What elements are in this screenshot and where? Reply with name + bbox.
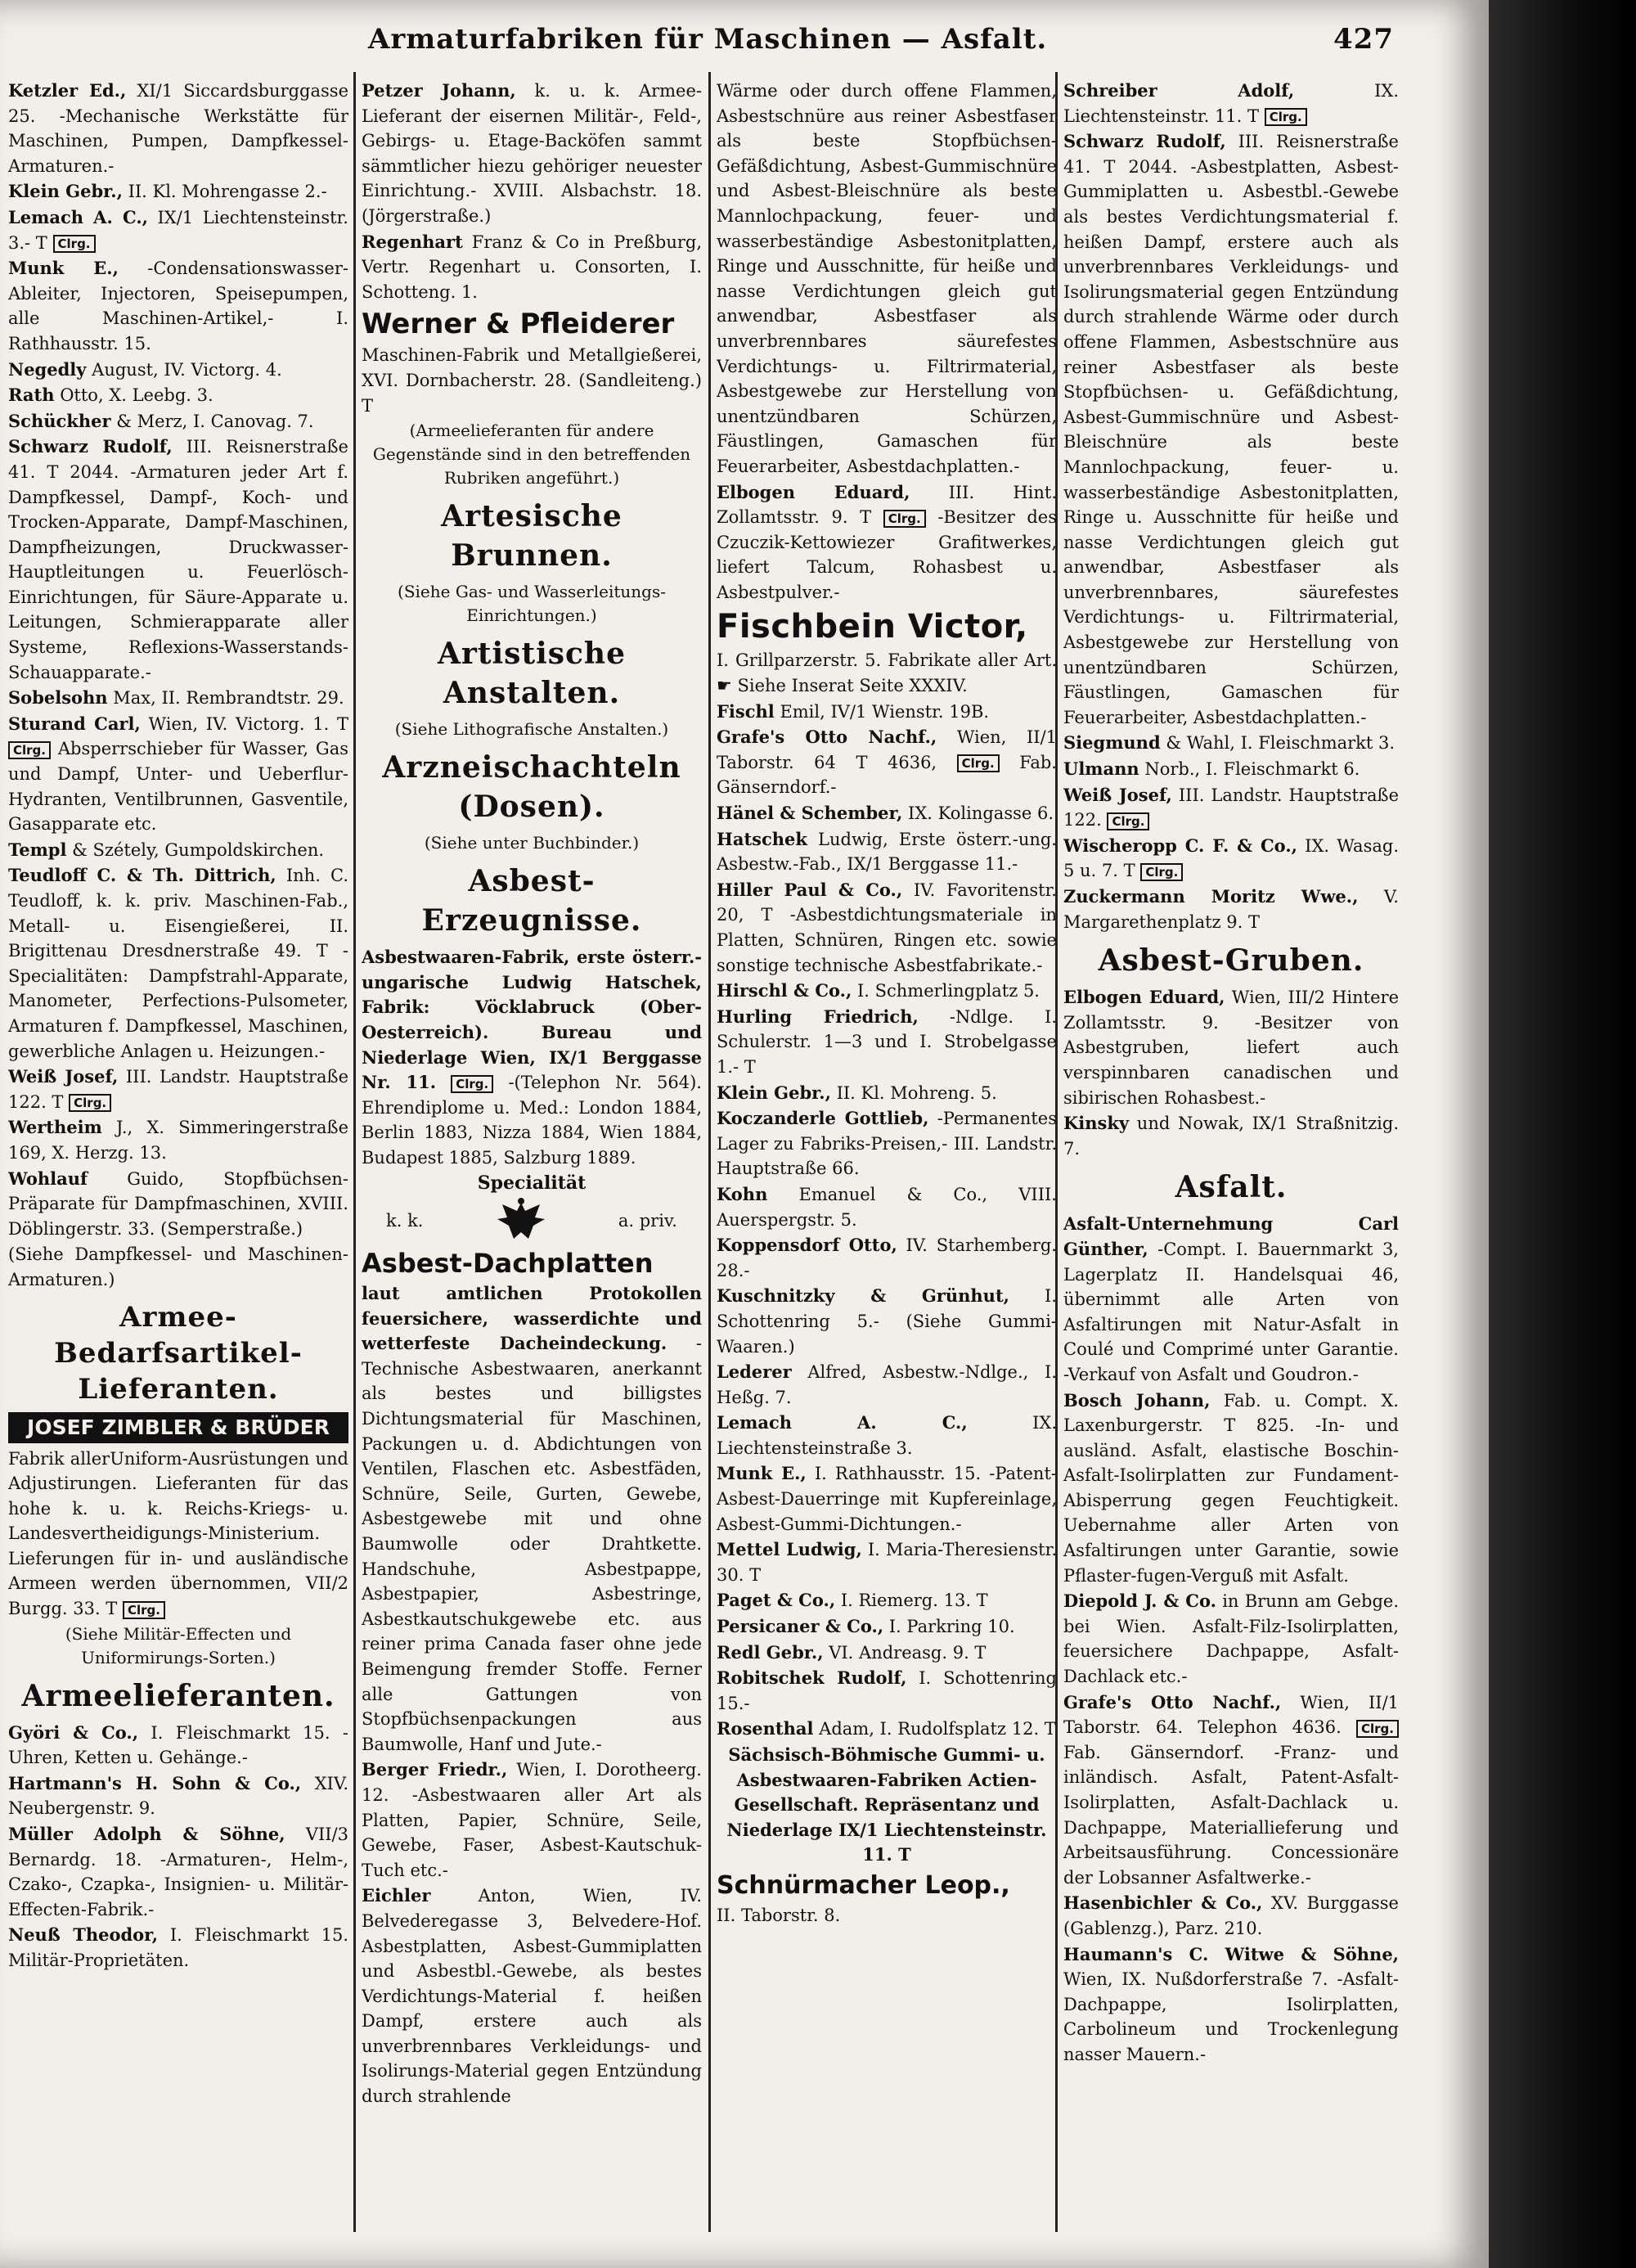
directory-entry (1063, 985, 1399, 1110)
clearing-badge: Clrg. (53, 235, 96, 253)
advertisement-text: II. Taborstr. 8. (717, 1905, 841, 1925)
category-heading: Armeelieferanten. (21, 1678, 335, 1713)
clearing-badge: Clrg. (8, 741, 51, 759)
entry-name: Wohlauf (8, 1168, 88, 1189)
entry-text: VI. Andreasg. 9. T (829, 1642, 987, 1663)
entry-text: in Brunn am Gebge. bei Wien. Asfalt-Filz-Isolirplatten, feuersichere Dachpappe, Asfalt-Dachlack etc.- (1063, 1591, 1399, 1687)
directory-entry (1063, 783, 1399, 833)
directory-entry (1063, 1111, 1399, 1161)
directory-entry (717, 878, 1057, 978)
directory-entry (8, 838, 348, 863)
directory-entry (1063, 731, 1399, 756)
entry-name: Fischl (717, 700, 775, 722)
entry-text: XIV. Neubergenstr. 9. (8, 1773, 348, 1819)
entry-text: I. Fleischmarkt 15. Militär-Proprietäten. (8, 1925, 348, 1970)
directory-entry (717, 1233, 1057, 1283)
advertisement-text: Fabrik allerUniform-Ausrüstungen und Adjustirungen. Lieferanten für das hohe k. u. k. Reichs-Kriegs- u. Landesvertheidigungs-Ministerium. Lieferungen für in- und ausländische Armeen werden übernommen, VII/2 Burgg. 33. T Clrg. (8, 1448, 348, 1619)
advertisement-text: I. Grillparzerstr. 5. Fabrikate aller Art. ☛ Siehe Inserat Seite XXXIV. (717, 650, 1057, 696)
category-heading: Asfalt. (1175, 1170, 1288, 1205)
entry-text: k. u. k. Armee-Lieferant der eisernen Militär-, Feld-, Gebirgs- u. Etage-Backöfen sammt sämmtlicher hiezu gehöriger neuester Einrichtung.- XVIII. Alsbachstr. 18. (Jörgerstraße.) (362, 81, 702, 226)
column-rule (708, 72, 711, 2232)
entry-list (362, 79, 702, 304)
entry-name: Rath (8, 385, 55, 406)
directory-entry (1063, 1891, 1399, 1941)
directory-entry (8, 409, 348, 434)
entry-text: II. Kl. Mohreng. 5. (836, 1082, 997, 1103)
directory-entry (8, 1721, 348, 1771)
entry-text: Wien, I. Dorotheerg. 12. -Asbestwaaren aller Art als Platten, Papier, Schnüre, Seile, Gewebe, Faser, Asbest-Kautschuk-Tuch etc.- (362, 1760, 702, 1880)
clearing-badge: Clrg. (1265, 108, 1307, 126)
entry-name: Mettel Ludwig, (717, 1539, 862, 1560)
entry-text: IV. Favoritenstr. 20, T -Asbestdichtungsmateriale in Platten, Schnüren, Ringen etc. sowie sonstige technische Asbestfabrikate.- (717, 880, 1057, 975)
directory-entry (8, 179, 348, 205)
directory-entry (8, 1822, 348, 1922)
entry-text: & Merz, I. Canovag. 7. (116, 411, 314, 431)
entry-name: Bosch Johann, (1063, 1389, 1211, 1411)
entry-name: Grafe's Otto Nachf., (1063, 1691, 1282, 1712)
entry-name: Kinsky (1063, 1113, 1130, 1134)
advertiser-name: Werner & Pfleiderer (362, 308, 675, 341)
cross-reference-note: (Siehe unter Buchbinder.) (424, 833, 640, 853)
advertiser-banner: JOSEF ZIMBLER & BRÜDER (8, 1412, 348, 1443)
entry-list (717, 480, 1057, 605)
directory-entry (717, 1411, 1057, 1460)
directory-entry (717, 1640, 1057, 1666)
entry-text: Anton, Wien, IV. Belvederegasse 3, Belvedere-Hof. Asbestplatten, Asbest-Gummiplatten und Asbestbl.-Gewebe, als bestes Verdichtungs-Material f. heißen Dampf, erstere auch als unverbrennbares Verkleidungs- und Isolirungs-Material gegen Entzündung durch strahlende (362, 1886, 702, 2107)
directory-entry (717, 1717, 1057, 1742)
entry-text: & Wahl, I. Fleischmarkt 3. (1166, 733, 1396, 754)
entry-name: Hasenbichler & Co., (1063, 1892, 1263, 1914)
entry-name: Lemach A. C., (717, 1412, 968, 1433)
entry-text: V. Margarethenplatz 9. T (1063, 887, 1399, 932)
directory-entry (1063, 834, 1399, 884)
entry-name: Koczanderle Gottlieb, (717, 1108, 929, 1129)
entry-list (1063, 79, 1399, 934)
cross-reference-note: (Armeelieferanten für andere Gegenstände sind in den betreffenden Rubriken angeführt.) (372, 421, 691, 488)
directory-entry (1063, 129, 1399, 730)
clearing-badge: Clrg. (957, 754, 1000, 772)
directory-entry (8, 686, 348, 711)
entry-name: Redl Gebr., (717, 1641, 824, 1663)
entry-name: Hartmann's H. Sohn & Co., (8, 1772, 302, 1793)
entry-text: Emil, IV/1 Wienstr. 19B. (780, 701, 990, 722)
entry-name: Klein Gebr., (8, 181, 123, 202)
entry-text: III. Landstr. Hauptstraße 122. (1063, 785, 1399, 830)
entry-name: Templ (8, 839, 67, 860)
entry-name: Elbogen Eduard, (717, 481, 910, 502)
directory-entry (717, 1106, 1057, 1181)
entry-text: Norb., I. Fleischmarkt 6. (1144, 759, 1360, 780)
directory-entry (8, 863, 348, 1064)
entry-name: Schückher (8, 410, 111, 431)
entry-text: Max, II. Rembrandtstr. 29. (113, 688, 344, 709)
column-1 (8, 79, 348, 2247)
entry-name: Grafe's Otto Nachf., (717, 727, 937, 748)
clearing-badge: Clrg. (451, 1075, 493, 1093)
entry-name: Müller Adolph & Söhne, (8, 1824, 285, 1845)
directory-entry (717, 480, 1057, 605)
directory-entry (362, 230, 702, 305)
entry-list (1063, 985, 1399, 1161)
entry-name: Haumann's C. Witwe & Söhne, (1063, 1943, 1399, 1964)
cross-reference-note: (Siehe Gas- und Wasserleitungs-Einrichtungen.) (398, 582, 666, 626)
directory-entry (717, 801, 1057, 826)
entry-name: Hatschek (717, 828, 807, 849)
entry-name: Neuß Theodor, (8, 1924, 159, 1946)
running-title: Armaturfabriken für Maschinen — Asfalt. (368, 23, 1048, 56)
directory-entry (1063, 1589, 1399, 1689)
category-heading: Asbest-Gruben. (1098, 943, 1364, 979)
clearing-badge: Clrg. (1107, 812, 1149, 830)
directory-entry (8, 1242, 348, 1292)
category-heading: Arzneischachteln (Dosen). (382, 750, 681, 825)
entry-text: -Besitzer des Czuczik-Kettowiezer Grafitwerkes, liefert Talcum, Rohasbest u. Asbestpulver.- (717, 507, 1057, 602)
advertisement-text: Maschinen-Fabrik und Metallgießerei, XVI. Dornbacherstr. 28. (Sandleiteng.) T (362, 345, 702, 416)
entry-text: I. Schmerlingplatz 5. (856, 981, 1040, 1001)
entry-name: Elbogen Eduard, (1063, 987, 1225, 1008)
directory-entry (717, 725, 1057, 800)
entry-text: I. Fleischmarkt 15. -Uhren, Ketten u. Gehänge.- (8, 1722, 348, 1768)
advertiser-name: Fischbein Victor, (717, 608, 1028, 646)
entry-text: J., X. Simmeringerstraße 169, X. Herzg. 13. (8, 1118, 348, 1163)
entry-text: -Condensationswasser-Ableiter, Injectoren, Speisepumpen, alle Maschinen-Artikel,- I. Rathhausstr. 15. (8, 259, 348, 353)
entry-text: IV. Starhemberg. 28.- (717, 1235, 1057, 1280)
directory-entry (362, 79, 702, 229)
entry-text: Emanuel & Co., VIII. Auerspergstr. 5. (717, 1184, 1057, 1230)
entry-text: & Szétely, Gumpoldskirchen. (72, 839, 325, 860)
entry-text: XI/1 Siccardsburggasse 25. -Mechanische Werkstätte für Maschinen, Pumpen, Dampfkessel-Armaturen.- (8, 81, 348, 176)
imperial-emblem-row (362, 1196, 702, 1245)
directory-entry (717, 1284, 1057, 1359)
directory-entry (8, 383, 348, 408)
entry-name: Weiß Josef, (1063, 784, 1172, 805)
entry-text: Guido, Stopfbüchsen-Präparate für Dampfmaschinen, XVIII. Döblingerstr. 33. (Semperstraße.) (8, 1168, 348, 1239)
entry-text: I. Parkring 10. (888, 1617, 1015, 1637)
directory-entry (8, 1064, 348, 1114)
specialty-label: Specialität (477, 1172, 587, 1195)
directory-entry (717, 1005, 1057, 1080)
entry-text: IX. Wasag. 5 u. 7. T (1063, 835, 1399, 881)
entry-text: IX. Liechtensteinstr. 11. T (1063, 81, 1399, 126)
entry-text: III. Reisnerstraße 41. T 2044. -Asbestplatten, Asbest-Gummiplatten u. Asbestbl.-Gewebe als bestes Verdichtungsmaterial f. heißen Dampf, erstere auch als unverbrennbares Verkleidungs- und Isolirungsmaterial gegen Entzündung durch strahlende Wärme oder durch offene Flammen, Asbestschnüre aus reiner Asbestfaser als beste Stopfbüchsen- u. Gefäßdichtung, Asbest-Gummischnüre und Asbest-Bleischnüre als beste Mannlochpackung, feuer- u. wasserbeständige Asbestonitplatten, Ringe u. Ausschnitte für heiße und nasse Verdichtungen gleich gut anwendbar, Asbestfaser als unverbrennbares, säurefestes Verdichtungs- u. Filtrirmaterial, Asbestgewebe zur Herstellung von unentzündbaren Schürzen, Fäustlingen, Gamaschen für Feuerarbeiter, Asbestdachplatten.- (1063, 132, 1399, 727)
clearing-badge: Clrg. (1140, 863, 1183, 881)
entry-text: Wien, III/2 Hintere Zollamtsstr. 9. -Besitzer von Asbestgruben, liefert auch verspinnbaren canadischen und sibirischen Rohasbest.- (1063, 988, 1399, 1108)
entry-name: Hurling Friedrich, (717, 1006, 919, 1027)
entry-name: Ulmann (1063, 758, 1139, 780)
cross-reference-note: (Siehe Militär-Effecten und Uniformirungs-Sorten.) (65, 1623, 292, 1667)
advertiser-name: Schnürmacher Leop., (717, 1870, 1010, 1900)
directory-entry (717, 1081, 1057, 1106)
entry-name: Rosenthal (717, 1718, 814, 1739)
entry-name: Klein Gebr., (717, 1082, 831, 1103)
entry-text: Wien, IX. Nußdorferstraße 7. -Asfalt-Dachpappe, Isolirplatten, Carbolineum und Trockenlegung nasser Mauern.- (1063, 1969, 1399, 2064)
directory-entry (8, 256, 348, 356)
entry-name: Lemach A. C., (8, 206, 148, 227)
column-3 (717, 79, 1057, 2247)
column-rule (353, 72, 356, 2232)
entry-name: Teudloff C. & Th. Dittrich, (8, 865, 276, 886)
entry-text: Fab. Gänserndorf. -Franz- und inländisch. Asfalt, Patent-Asfalt-Isolirplatten, Asfalt-Dachlack u. Dachpappe, Materiallieferung und Arbeitsausführung. Concessionäre der Lobsanner Asfaltwerke.- (1063, 1742, 1399, 1888)
directory-entry (8, 1923, 348, 1973)
entry-name: Persicaner & Co., (717, 1616, 884, 1637)
entry-name: Munk E., (717, 1463, 807, 1484)
directory-entry (1063, 1388, 1399, 1589)
entry-text: Otto, X. Leebg. 3. (60, 385, 213, 406)
entry-text: Wien, II/1 Taborstr. 64 T 4636, (717, 727, 1057, 772)
page-header (368, 18, 1432, 64)
entry-text: I. Riemerg. 13. T (840, 1591, 988, 1611)
directory-entry (8, 1771, 348, 1821)
entry-text: I. Rathhausstr. 15. -Patent-Asbest-Dauerringe mit Kupfereinlage, Asbest-Gummi-Dichtungen.- (717, 1464, 1057, 1534)
category-heading: Armee-Bedarfsartikel-Lieferanten. (54, 1300, 303, 1406)
entry-text: -Permanentes Lager zu Fabriks-Preisen,- III. Landstr. Hauptstraße 66. (717, 1109, 1057, 1179)
entry-text: Wien, IV. Victorg. 1. T (148, 713, 348, 734)
entry-name: Petzer Johann, (362, 80, 516, 101)
advertiser-name: Asbest-Dachplatten (362, 1248, 654, 1280)
entry-text: IX/1 Liechtensteinstr. 3.- T (8, 207, 348, 253)
clearing-badge: Clrg. (123, 1601, 165, 1619)
clearing-badge: Clrg. (69, 1094, 111, 1112)
entry-name: Schreiber Adolf, (1063, 80, 1295, 101)
advertisement-text: Sächsisch-Böhmische Gummi- u. Asbestwaaren-Fabriken Actien-Gesellschaft. Repräsentanz und Niederlage IX/1 Liechtensteinstr. 11. T (726, 1744, 1047, 1865)
directory-entry (717, 979, 1057, 1004)
entry-name: Zuckermann Moritz Wwe., (1063, 886, 1359, 907)
category-heading: Asbest-Erzeugnisse. (421, 864, 642, 938)
entry-name: Negedly (8, 358, 87, 380)
entry-text: II. Kl. Mohrengasse 2.- (128, 182, 327, 202)
directory-entry (717, 700, 1057, 725)
directory-entry (717, 1461, 1057, 1537)
directory-entry (1063, 79, 1399, 128)
directory-entry (362, 1883, 702, 2108)
entry-text: VII/3 Bernardg. 18. -Armaturen-, Helm-, Czako-, Czapka-, Insignien- u. Militär-Effecten-Fabrik.- (8, 1825, 348, 1919)
entry-name: Wertheim (8, 1117, 102, 1138)
directory-entry (8, 358, 348, 383)
entry-text: III. Reisnerstraße 41. T 2044. -Armaturen jeder Art f. Dampfkessel, Dampf-, Koch- und Trocken-Apparate, Dampf-Maschinen, Dampfheizungen, Druckwasser-Hauptleitungen u. Feuerlösch-Einrichtungen, für Säure-Apparate u. Leitungen, Schmierapparate aller Systeme, Reflexions-Wasserstands-Schauapparate.- (8, 437, 348, 682)
entry-name: Eichler (362, 1885, 431, 1906)
directory-entry (717, 1666, 1057, 1716)
entry-text: Adam, I. Rudolfsplatz 12. T (819, 1719, 1056, 1739)
advertisement-text: laut amtlichen Protokollen feuersichere, wasserdichte und wetterfeste Dacheindeckung. -Technische Asbestwaaren, anerkannt als bestes und billigstes Dichtungsmaterial für Maschinen, Packungen u. d. Abdichtungen von Ventilen, Flaschen etc. Asbestfäden, Schnüre, Seile, Gurten, Gewebe, Asbestgewebe mit und ohne Baumwolle oder Drahtkette. Handschuhe, Asbestpappe, Asbestpapier, Asbestringe, Asbestkautschukgewebe etc. aus reiner prima Canada faser ohne jede Beimengung fremder Stoffe. Ferner alle Gattungen von Stopfbüchsenpackungen aus Baumwolle, Hanf und Jute.- (362, 1283, 702, 1754)
entry-name: Regenhart (362, 231, 463, 252)
entry-name: Weiß Josef, (8, 1066, 119, 1087)
directory-entry (8, 79, 348, 178)
category-heading: Artistische Anstalten. (437, 637, 627, 711)
entry-name: Györi & Co., (8, 1721, 139, 1743)
directory-entry (717, 827, 1057, 877)
entry-text: III. Hint. Zollamtsstr. 9. T (717, 482, 1057, 528)
entry-text: III. Landstr. Hauptstraße 122. T (8, 1067, 348, 1112)
entry-list (717, 700, 1057, 1742)
column-4 (1063, 79, 1399, 2247)
entry-text: Alfred, Asbestw.-Ndlge., I. Heßg. 7. (717, 1362, 1057, 1407)
entry-text: Ludwig, Erste österr.-ung. Asbestw.-Fab., IX/1 Berggasse 11.- (717, 829, 1057, 875)
column-2 (362, 79, 702, 2247)
entry-name: Hänel & Schember, (717, 803, 903, 824)
entry-name: Schwarz Rudolf, (1063, 131, 1226, 152)
entry-text: IX. Liechtensteinstraße 3. (717, 1413, 1057, 1458)
directory-entry (8, 1115, 348, 1165)
entry-text: -Ndlge. I. Schulerstr. 1—3 und I. Strobelgasse 1.- T (717, 1006, 1057, 1077)
entry-text: I. Schottenring 5.- (Siehe Gummi-Waaren.) (717, 1286, 1057, 1357)
directory-entry (8, 712, 348, 837)
entry-list (8, 1721, 348, 1973)
entry-name: Sturand Carl, (8, 713, 141, 734)
cross-reference-note: (Siehe Lithografische Anstalten.) (394, 719, 669, 740)
entry-list (1063, 1212, 1399, 2067)
entry-text: IX. Kolingasse 6. (908, 803, 1054, 824)
entry-name: Ketzler Ed., (8, 80, 127, 101)
directory-entry (8, 205, 348, 255)
entry-text: und Nowak, IX/1 Straßnitzig. 7. (1063, 1114, 1399, 1159)
entry-text: Fab. Gänserndorf.- (717, 752, 1057, 798)
directory-entry (717, 1588, 1057, 1613)
entry-text: -Compt. I. Bauernmarkt 3, Lagerplatz II. Handelsquai 46, übernimmt alle Arten von Asfaltirungen mit Natur-Asfalt in Coulé und Comprimé unter Garantie. -Verkauf von Asfalt und Goudron.- (1063, 1239, 1399, 1384)
book-edge (1489, 0, 1636, 2268)
entry-text: Fab. u. Compt. X. Laxenburgerstr. T 825. -In- und ausländ. Asfalt, elastische Boschin-Asfalt-Isolirplatten zur Fundament-Abisperrung gegen Feuchtigkeit. Uebernahme aller Arten von Asfaltirungen unter Garantie, sowie Pflaster-fugen-Verguß mit Asfalt. (1063, 1390, 1399, 1586)
directory-entry (8, 434, 348, 685)
directory-entry (1063, 1690, 1399, 1891)
directory-entry (717, 1614, 1057, 1640)
entry-text: (Siehe Dampfkessel- und Maschinen-Armaturen.) (8, 1244, 348, 1289)
entry-name: Kuschnitzky & Grünhut, (717, 1285, 1009, 1307)
clearing-badge: Clrg. (883, 510, 926, 528)
entry-name: Berger Friedr., (362, 1759, 508, 1780)
entry-name: Diepold J. & Co. (1063, 1591, 1216, 1612)
page-number: 427 (1333, 23, 1394, 56)
directory-entry (717, 1360, 1057, 1410)
entry-name: Sobelsohn (8, 687, 108, 709)
entry-name: Siegmund (1063, 732, 1161, 754)
entry-text: I. Schottenring 15.- (717, 1668, 1057, 1713)
double-eagle-icon (492, 1196, 550, 1245)
entry-name: Lederer (717, 1361, 792, 1383)
entry-name: Wischeropp C. F. & Co., (1063, 835, 1297, 856)
entry-text: XV. Burggasse (Gablenzg.), Parz. 210. (1063, 1893, 1399, 1938)
directory-entry (8, 1167, 348, 1242)
category-heading: Artesische Brunnen. (441, 499, 622, 574)
entry-text: August, IV. Victorg. 4. (92, 359, 282, 380)
entry-text: Absperrschieber für Wasser, Gas und Dampf, Unter- und Ueberflur-Hydranten, Ventilbrunnen, Gasventile, Gasapparate etc. (8, 739, 348, 835)
entry-name: Kohn (717, 1183, 768, 1204)
entry-name: Robitschek Rudolf, (717, 1667, 907, 1689)
directory-entry (1063, 1942, 1399, 2068)
hatschek-entry: Asbestwaaren-Fabrik, erste österr.-ungarische Ludwig Hatschek, Fabrik: Vöcklabruck (Ober-Oesterreich). Bureau und Niederlage Wien, IX/1 Berggasse Nr. 11. Clrg. -(Telephon Nr. 564). Ehrendiplome u. Med.: London 1884, Berlin 1883, Nizza 1884, Wien 1884, Budapest 1885, Salzburg 1889. (362, 947, 702, 1168)
entry-text: Franz & Co in Preßburg, Vertr. Regenhart u. Consorten, I. Schotteng. 1. (362, 232, 702, 302)
entry-name: Koppensdorf Otto, (717, 1235, 897, 1256)
clearing-badge: Clrg. (1356, 1720, 1399, 1738)
directory-entry (1063, 1212, 1399, 1387)
entry-text: I. Maria-Theresienstr. 30. T (717, 1540, 1057, 1585)
directory-entry (362, 1757, 702, 1883)
entry-name: Munk E., (8, 258, 119, 279)
directory-entry (717, 1182, 1057, 1232)
entry-name: Schwarz Rudolf, (8, 436, 173, 457)
kk-label: k. k. (386, 1210, 424, 1231)
apriv-label: a. priv. (618, 1210, 677, 1231)
entry-text: Inh. C. Teudloff, k. k. priv. Maschinen-Fab., Metall- u. Eisengießerei, II. Brigittenau Dresdnerstraße 49. T -Specialitäten: Dampfstrahl-Apparate, Manometer, Perfections-Pulsometer, Armaturen f. Dampfkessel, Maschinen, gewerbliche Anlagen u. Heizungen.- (8, 866, 348, 1061)
entry-list (362, 1757, 702, 2108)
entry-list (8, 79, 348, 1293)
entry-name: Hirschl & Co., (717, 980, 852, 1001)
directory-entry (717, 1537, 1057, 1587)
continued-text: Wärme oder durch offene Flammen, Asbestschnüre aus reiner Asbestfaser als beste Stopfbüchsen-Gefäßdichtung, Asbest-Gummischnüre und Asbest-Bleischnüre als beste Mannlochpackung, feuer- und wasserbeständige Asbestonitplatten, Ringe und Ausschnitte, für heiße und nasse Verdichtungen gleich gut anwendbar, Asbestfaser als unverbrennbares säurefestes Verdichtungs- u. Filtrirmaterial, Asbestgewebe zur Herstellung von unentzündbaren Schürzen, Fäustlingen, Gamaschen für Feuerarbeiter, Asbestdachplatten.- (717, 81, 1057, 476)
entry-name: Paget & Co., (717, 1590, 836, 1611)
entry-name: Hiller Paul & Co., (717, 879, 903, 900)
entry-text: Wien, II/1 Taborstr. 64. Telephon 4636. (1063, 1692, 1399, 1738)
directory-entry (1063, 757, 1399, 782)
entry-name: Asfalt-Unternehmung Carl Günther, (1063, 1213, 1399, 1259)
directory-entry (1063, 884, 1399, 934)
